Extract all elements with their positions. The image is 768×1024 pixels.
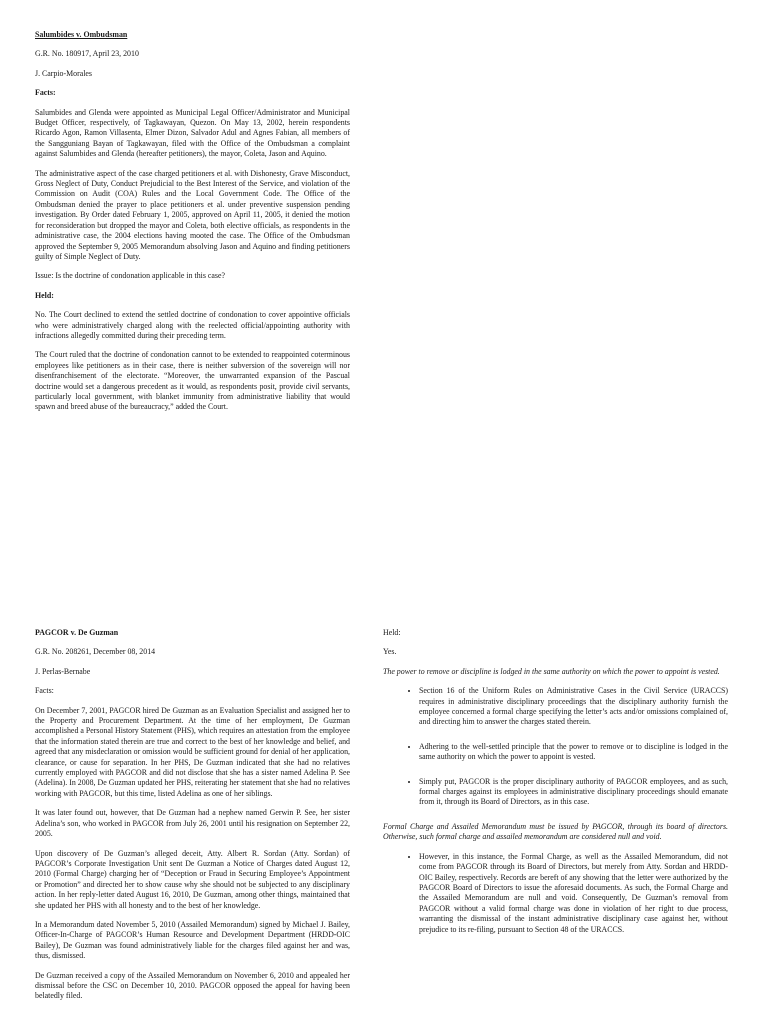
issue-paragraph: Issue: Is the doctrine of condonation applicable in this case? <box>35 271 225 281</box>
facts-paragraph: In a Memorandum dated November 5, 2010 (Assailed Memorandum) signed by Michael J. Bailey, Officer-In-Charge of PAGCOR’s Human Resource and Development Department (HRDD-OIC Bailey), De Guzman was found administratively liable for the charges filed against her and was, thus, dismissed. <box>35 919 350 961</box>
held-answer: Yes. <box>383 647 397 657</box>
bullet-item: • However, in this instance, the Formal Charge, as well as the Assailed Memorandum, did not come from PAGCOR through its Board of Directors, but merely from Atty. Sordan and HRDD-OIC Bailey, respectively. Records are bereft of any showing that the letter were authorized by the PAGCOR Board of Directors to issue the aforesaid documents. As such, the Formal Charge and the Assailed Memorandum are null and void. Consequently, De Guzman’s removal from PAGCOR without a valid formal charge was done in violation of her right to due process, warranting the dismissal of the instant administrative disciplinary case against her, without prejudice to its re-filing, pursuant to Section 48 of the URACCS. <box>419 852 728 935</box>
case-pagcor-facts <box>35 628 350 1011</box>
case-title: PAGCOR v. De Guzman <box>35 628 119 637</box>
facts-heading: Facts: <box>35 88 56 98</box>
facts-paragraph: It was later found out, however, that De Guzman had a nephew named Gerwin P. See, her sister Adelina’s son, who worked in PAGCOR from July 26, 2001 until his resignation on September 22, 2005. <box>35 808 350 839</box>
held-heading: Held: <box>383 628 401 637</box>
case-gr-number: G.R. No. 208261, December 08, 2014 <box>35 647 156 657</box>
principle-heading: The power to remove or discipline is lodged in the same authority on which the power to appoint is vested. <box>383 666 720 676</box>
principle-bullet-list <box>383 686 728 808</box>
facts-paragraph: Salumbides and Glenda were appointed as Municipal Legal Officer/Administrator and Municipal Budget Officer, respectively, of Tagkawayan, Quezon. On May 13, 2002, herein respondents Ricardo Agon, Ramon Villasenta, Elmer Dizon, Salvador Adul and Agnes Fabian, all members of the Sangguniang Bayan of Tagkawayan, filed with the Office of the Ombudsman a complaint against Salumbides and Glenda (hereafter petitioners), the mayor, Coleta, Jason and Aquino. <box>35 107 350 159</box>
case-salumbides <box>35 30 350 422</box>
case-ponente: J. Carpio-Morales <box>35 68 92 78</box>
held-paragraph: No. The Court declined to extend the settled doctrine of condonation to cover appointive officials who were administratively charged along with the reelected official/appointing authority with infractions allegedly committed during their preceding term. <box>35 310 350 340</box>
case-gr-number: G.R. No. 180917, April 23, 2010 <box>35 49 139 59</box>
bullet-item: • Adhering to the well-settled principle that the power to remove or to discipline is lodged in the same authority on which the power to appoint is vested. <box>419 742 728 763</box>
facts-paragraph: The administrative aspect of the case charged petitioners et al. with Dishonesty, Grave Misconduct, Gross Neglect of Duty, Conduct Prejudicial to the Best Interest of the Service, and violation of the Commission on Audit (COA) Rules and the Local Government Code. The Office of the Ombudsman denied the prayer to place petitioners et al. under preventive suspension pending investigation. By Order dated February 1, 2005, approved on April 11, 2005, it denied the motion for reconsideration but dropped the mayor and Coleta, both elective officials, as respondents in the administrative case, the 2004 elections having mooted the case. The Office of the Ombudsman approved the September 9, 2005 Memorandum absolving Jason and Aquino and finding petitioners guilty of Simple Neglect of Duty. <box>35 168 350 261</box>
facts-paragraph: Upon discovery of De Guzman’s alleged deceit, Atty. Albert R. Sordan (Atty. Sordan) of PAGCOR’s Corporate Investigation Unit sent De Guzman a Notice of Charges dated August 12, 2010 (Formal Charge) charging her of “Deception or Fraud in Securing Employee’s Appointment or Promotion” and directed her to show cause why she should not be subjected to any disciplinary action. In her reply-letter dated August 16, 2010, De Guzman, among other things, maintained that she updated her PHS with all honesty and to the best of her knowledge. <box>35 848 350 910</box>
case-ponente: J. Perlas-Bernabe <box>35 666 91 676</box>
case-title: Salumbides v. Ombudsman <box>35 30 128 39</box>
facts-heading: Facts: <box>35 686 54 696</box>
bullet-item: • Simply put, PAGCOR is the proper disciplinary authority of PAGCOR employees, and as such, formal charges against its employees in administrative disciplinary proceedings should emanate from it, through its Board of Directors, as in this case. <box>419 777 728 808</box>
case-pagcor-held <box>383 628 728 949</box>
facts-paragraph: De Guzman received a copy of the Assailed Memorandum on November 6, 2010 and appealed her dismissal before the CSC on December 10, 2010. PAGCOR opposed the appeal for having been belatedly filed. <box>35 970 350 1001</box>
bullet-item: • Section 16 of the Uniform Rules on Administrative Cases in the Civil Service (URACCS) requires in administrative disciplinary proceedings that the disciplinary authority furnish the employee concerned a formal charge specifying the letter’s acts and/or omissions complained of, and directing him to answer the charges stated therein. <box>419 686 728 728</box>
principle-bullet-list <box>383 852 728 935</box>
held-heading: Held: <box>35 290 54 300</box>
principle-heading: Formal Charge and Assailed Memorandum must be issued by PAGCOR, through its board of directors. Otherwise, such formal charge and assailed memorandum are considered null and void. <box>383 821 728 842</box>
facts-paragraph: On December 7, 2001, PAGCOR hired De Guzman as an Evaluation Specialist and assigned her to the Property and Procurement Department. At the time of her employment, De Guzman accomplished a Personal History Statement (PHS), which requires an attestation from the employee that the information stated therein are true and correct to the best of her knowledge and belief, and agreed that any misdeclaration or omission would be sufficient ground for denial of her application, clearance, or cause for separation. In her PHS, De Guzman indicated that she had no relatives currently employed with PAGCOR and did not disclose that she has a sister named Adelina P. See (Adelina). In 2008, De Guzman updated her PHS, reiterating her statement that she had no relatives working with PAGCOR, but this time, listed Adelina as one of her siblings. <box>35 705 350 798</box>
held-paragraph: The Court ruled that the doctrine of condonation cannot to be extended to reappointed coterminous employees like petitioners as in their case, there is neither subversion of the sovereign will nor disenfranchisement of the electorate. “Moreover, the unwarranted expansion of the Pascual doctrine would set a dangerous precedent as it would, as respondents posit, provide civil servants, particularly local government, with blanket immunity from administrative liability that would spawn and breed abuse of the bureaucracy,” added the Court. <box>35 350 350 412</box>
